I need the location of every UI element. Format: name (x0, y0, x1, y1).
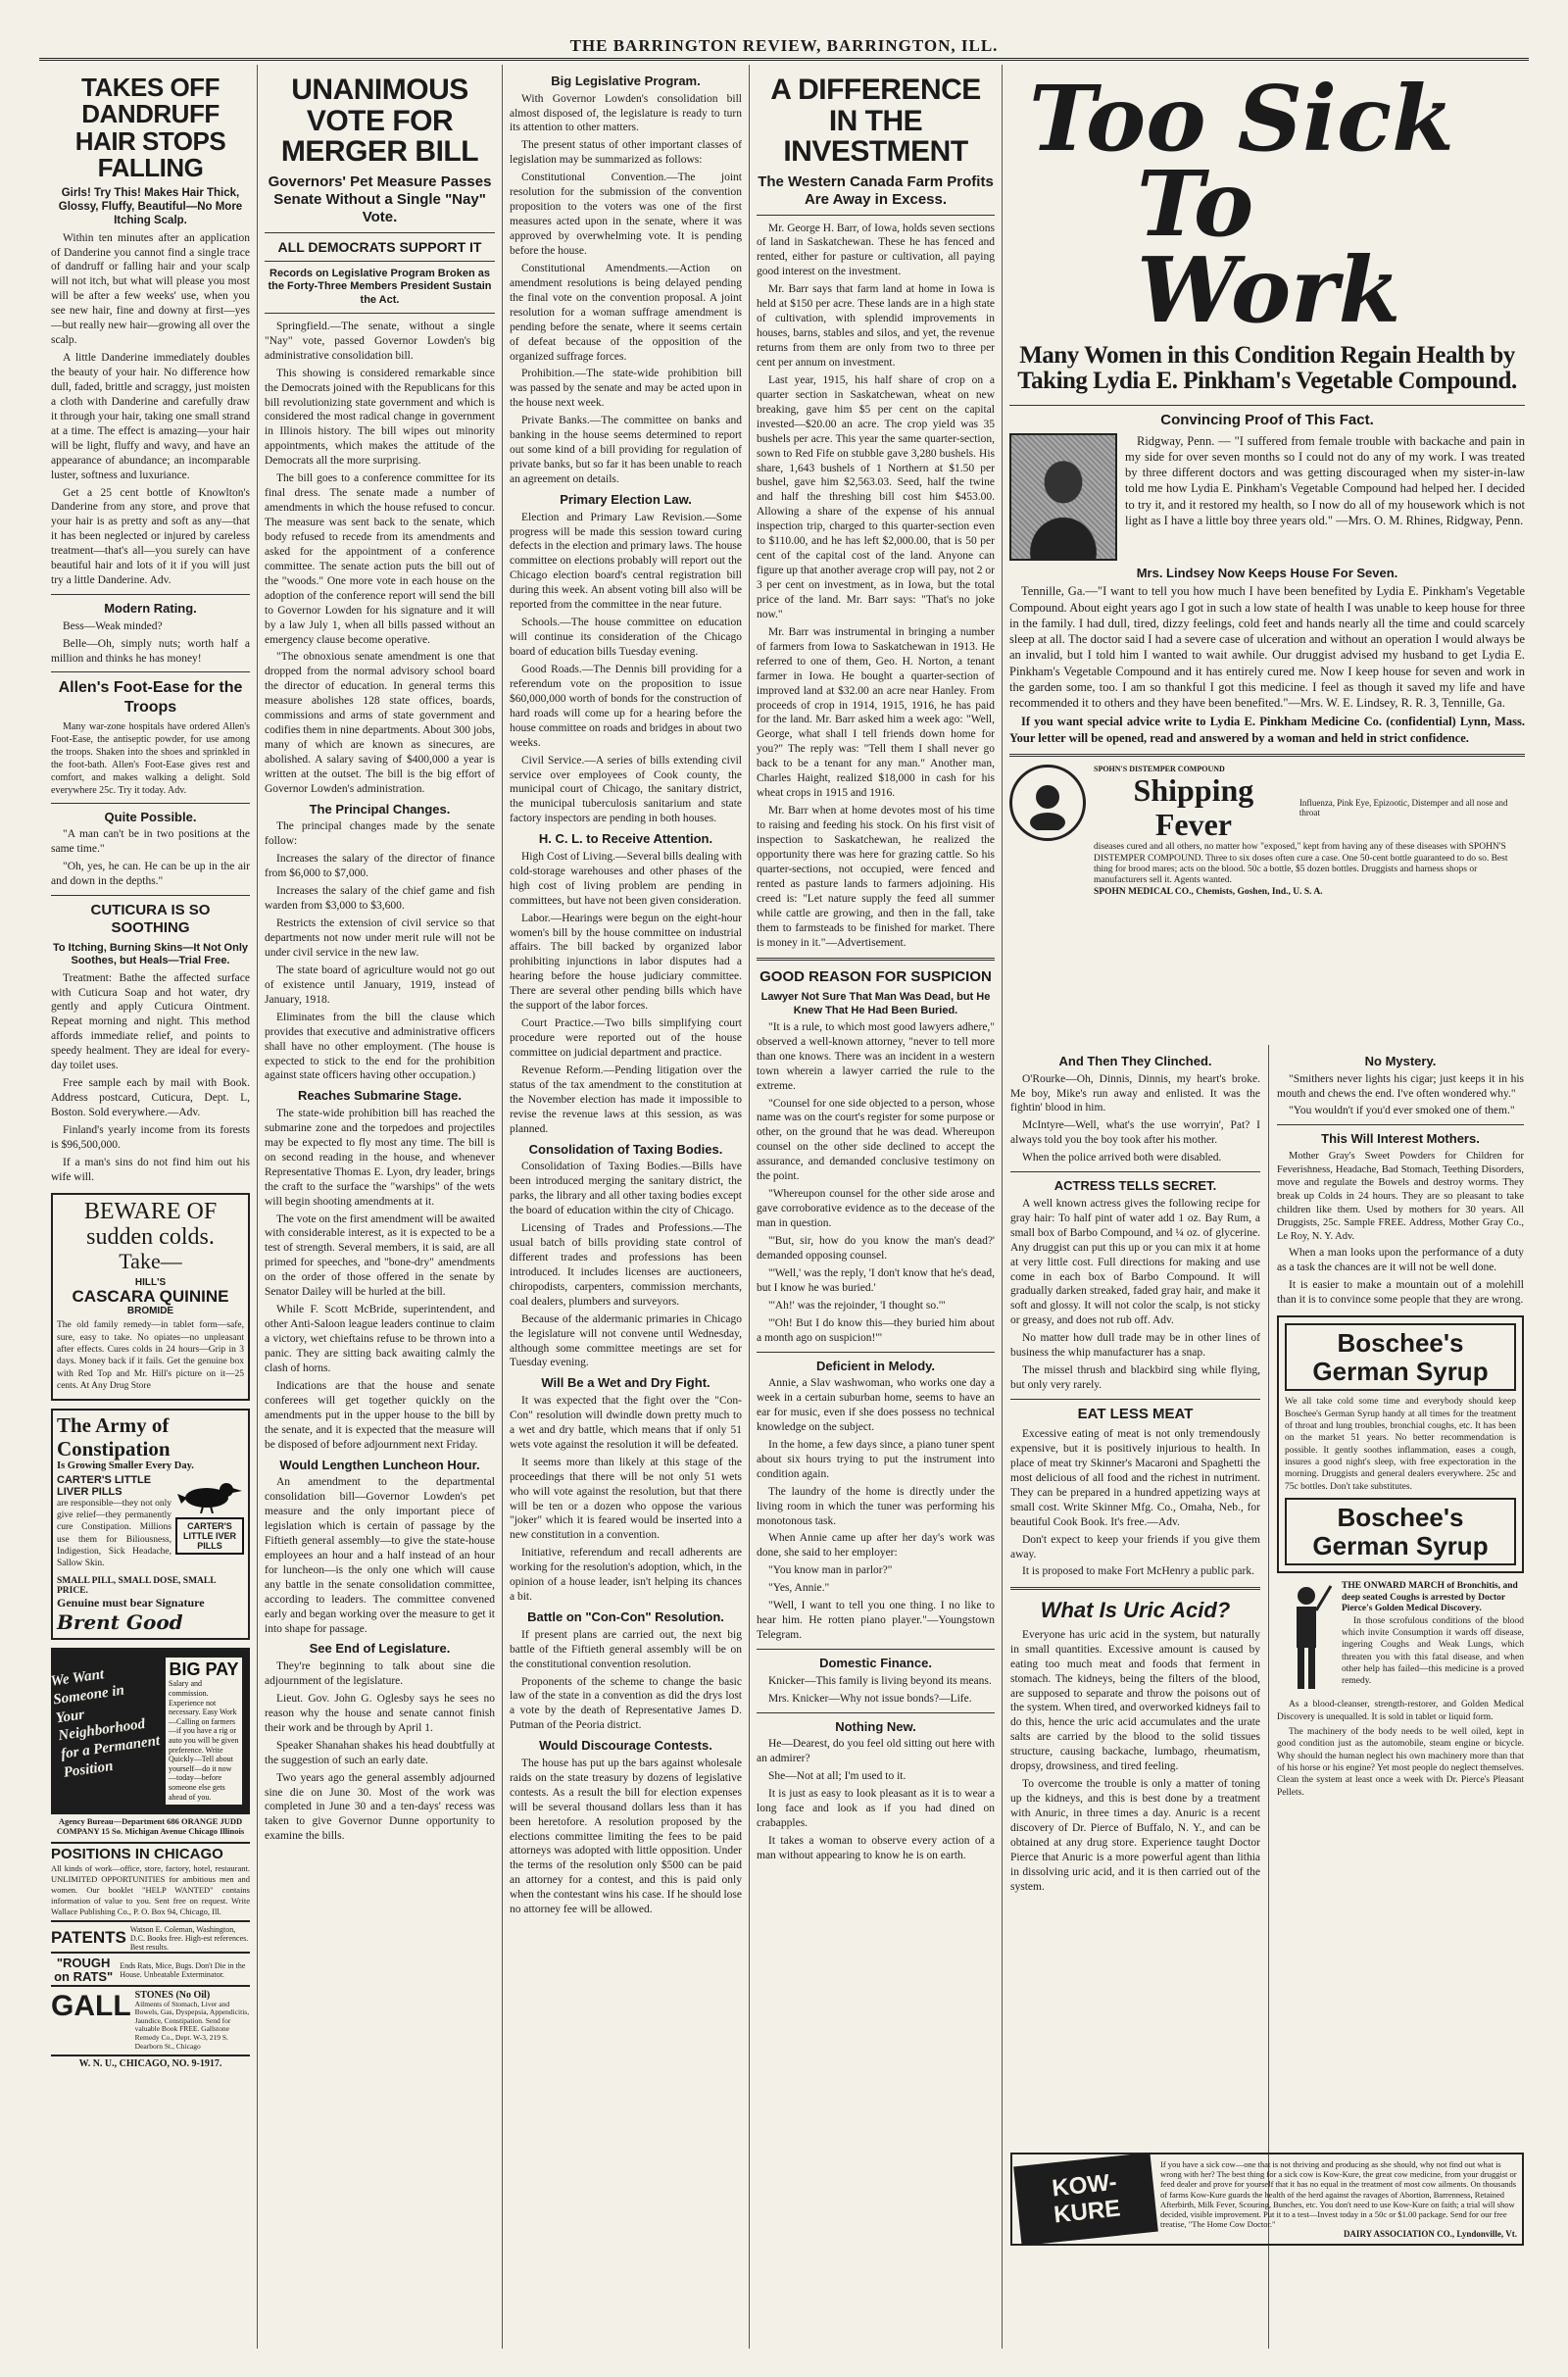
cuticura-p2: Free sample each by mail with Book. Address postcard, Cuticura, Dept. L, Boston. Sold everywhere.—Adv. (51, 1077, 250, 1119)
pinkham-h2: Mrs. Lindsey Now Keeps House For Seven. (1136, 565, 1398, 580)
leg-p10: Civil Service.—A series of bills extending civil service over employees of Cook county, the municipal court of Chicago, the sanitary district, the municipal tuberculosis sanitarium and state factory inspectors are pending in both houses. (510, 754, 742, 825)
cuticura-p4: If a man's sins do not find him out his wife will. (51, 1156, 250, 1183)
spohn-body: diseases cured and all others, no matter how "exposed," kept from having any of these diseases with SPOHN'S DISTEMPER COMPOUND. Three to six doses often cure a case. One 50-cent bottle guaranteed to do so. Best thing for brood mares; acts on the blood. 50c a bottle, $5 dozen bottles. Druggists and harness shops or manufacturers sell it. Agents wanted. (1094, 842, 1508, 886)
cuticura-head: CUTICURA IS SO SOOTHING (90, 902, 211, 937)
gall-sub: STONES (No Oil) (134, 1989, 211, 2001)
cuticura-p1: Treatment: Bathe the affected surface with Cuticura Soap and hot water, dry gently and apply Cuticura Ointment. Repeat morning and night. This method affords immediate relief, and points to speedy healment. They are ideal for every-day toilet uses. (51, 971, 250, 1072)
finance-p20: Knicker—This family is living beyond its means. (768, 1674, 992, 1687)
nothing-p24: It is just as easy to look pleasant as it is to wear a long face and look as if you had dined on crabapples. (757, 1787, 995, 1829)
melody-p19: "Well, I want to tell you one thing. I no like to hear him. He rotten piano player."—Youngstown Telegram. (757, 1600, 995, 1642)
column-5 (1003, 65, 1532, 2349)
melody-p18: "Yes, Annie." (768, 1582, 830, 1595)
boschee-body: We all take cold some time and everybody should keep Boschee's German Syrup handy at all times for the treatment of throat and lung troubles, bronchial coughs, etc. It has been on the market 51 years. No better recommendation is possible. It gently soothes inflammation, eases a cough, insures a good night's sleep, with free expectoration in the morning. Druggists and general dealers everywhere. 25c and 75c bottles. Don't take substitutes. (1285, 1397, 1516, 1492)
suspicion-p11: "'Ah!' was the rejoinder, 'I thought so.'" (768, 1299, 946, 1312)
spohn-ad (1009, 765, 1525, 897)
suspicion-p10: "'Well,' was the reply, 'I don't know that he's dead, but I know he was buried.' (757, 1266, 995, 1294)
quite-possible-p2: "Oh, yes, he can. He can be up in the air and down in the depths." (51, 861, 250, 888)
canada-p1: Mr. George H. Barr, of Iowa, holds seven sections of land in Saskatchewan. These he has fenced and rented, either for pasture or cultivation, all paying good interest on the investment. (757, 222, 995, 278)
carters-sub: Is Growing Smaller Every Day. (57, 1460, 194, 1471)
merger-p12: The vote on the first amendment will be awaited with considerable interest, as it is expected to be a test of strength. Several members, it is said, are all primed for speeches, and "bone-dry" amendments on the order of those offered in the senate by Senator Dailey will be hurled at the bill. (265, 1213, 495, 1299)
rats-head: "ROUGH on RATS" (54, 1955, 114, 1985)
suspicion-headline: GOOD REASON FOR SUSPICION (760, 968, 992, 986)
spohn-side: Influenza, Pink Eye, Epizootic, Distemper and all nose and throat (1298, 797, 1508, 817)
carters-small: SMALL PILL, SMALL DOSE, SMALL PRICE. (57, 1575, 217, 1596)
masthead (39, 31, 1529, 61)
dandruff-subhead: Girls! Try This! Makes Hair Thick, Glossy, Fluffy, Beautiful—No More Itching Scalp. (58, 187, 243, 226)
soldier-icon (1277, 1581, 1336, 1699)
leg-p12: Labor.—Hearings were begun on the eight-hour women's bill by the house committee on industrial affairs. The bill backed by organized labor prohibiting injunctions in labor disputes had a hearing before the house judiciary committee. There are several other pending bills which have the support of the labor forces. (510, 912, 742, 1013)
merger-headline: UNANIMOUS VOTE FOR MERGER BILL (280, 74, 479, 168)
cascara-brand: CASCARA QUININE (72, 1286, 229, 1306)
leg-p1: With Governor Lowden's consolidation bill almost disposed of, the legislature is ready to turn its attention to other matters. (510, 92, 742, 134)
column-2 (258, 65, 503, 2349)
dandruff-headline: TAKES OFF DANDRUFF HAIR STOPS FALLING (74, 73, 226, 182)
actress-head: ACTRESS TELLS SECRET. (1054, 1178, 1217, 1194)
canada-sub: The Western Canada Farm Profits Are Away in Excess. (758, 173, 994, 208)
carters-signature: Brent Good (57, 1609, 183, 1634)
nothing-new-head: Nothing New. (835, 1718, 916, 1734)
cascara-l1: BEWARE OF (83, 1198, 218, 1224)
merger-sub: Governors' Pet Measure Passes Senate Without a Single "Nay" Vote. (268, 173, 492, 225)
pinkham-proof: Convincing Proof of This Fact. (1160, 411, 1374, 428)
canada-p4: Mr. Barr was instrumental in bringing a number of farmers from Iowa to Saskatchewan in 1913. He referred to one of them, Geo. H. Norton, a tenant farmer in Iowa. He bought a quarter-section of improved land at $32.00 an acre near Hanley. From proceeds of crop in 1914, 1915, 1916, he has paid for the land. Mr. Barr asked him a week ago: "Well, George, what shall I tell friends down home for you?" The reply was: "Tell them I shall never go back to be a tenant for any man." Another man, Charles Haight, realized $18,000 in cash for his wheat crops in 1915 and 1916. (757, 625, 995, 800)
woman-portrait (1009, 433, 1117, 561)
pinkham-p1: Ridgway, Penn. — "I suffered from female trouble with backache and pain in my side for over seven months so I could not do any of my work. I was treated by three different doctors and was getting discouraged when my sister-in-law told me how Lydia E. Pinkham's Vegetable Compound had helped her. I decided to try it, and it restored my health, so I now do all of my housework which is not light as I have a little boy three years old." —Mrs. O. M. Rhines, Ridgway, Penn. (1125, 433, 1525, 527)
wanted-footer: Agency Bureau—Department 686 ORANGE JUDD COMPANY 15 So. Michigan Avenue Chicago Illinois (56, 1816, 245, 1837)
leg-p20: Initiative, referendum and recall adherents are working for the resolution's adoption, which, in the opinion of a house leader, isn't helping its chances a bit. (510, 1547, 742, 1604)
merger-sub2: ALL DEMOCRATS SUPPORT IT (277, 238, 482, 255)
merger-p11: The state-wide prohibition bill has reached the submarine zone and the torpedoes and projectiles may be expected to fly most any time. The bill is on second reading in the house, and whenever Representative Thomas E. Lyon, dry leader, brings the craft to the surface the "warships" of the wets will begin shooting amendments at it. (265, 1107, 495, 1208)
merger-p13: While F. Scott McBride, superintendent, and other Anti-Saloon league leaders continue to claim a victory, wet chieftains refuse to be thrown into a panic. They are sitting back awaiting calmly the clash of horns. (265, 1304, 495, 1374)
canada-headline: A DIFFERENCE IN THE INVESTMENT (770, 74, 981, 168)
merger-p2: This showing is considered remarkable since the Democrats joined with the Republicans for this bill revolutionizing state government and which is considered the most radical change in government in Illinois history. The bill wipes out minority appointments, which makes the attitude of the Democrats all the more surprising. (265, 367, 495, 468)
cascara-ad (51, 1193, 250, 1402)
too-sick-title: Too Sick (1029, 66, 1454, 172)
leg-p11: High Cost of Living.—Several bills dealing with cold-storage warehouses and other phases of the high cost of living problem are pending in committees, but have not been given consideration. (510, 850, 742, 907)
melody-p17: "You know man in parlor?" (768, 1564, 893, 1577)
leg-p13: Court Practice.—Two bills simplifying court procedure were reported out of the house committee on judicial department and practice. (510, 1017, 742, 1060)
leg-p16: Licensing of Trades and Professions.—The usual batch of bills providing state control of different trades and professions has been introduced. It includes licenses are auctioneers, chiropodists, carpenters, commission merchants, coal dealers, plumbers and surveyors. (510, 1222, 742, 1308)
leg-p9: Good Roads.—The Dennis bill providing for a referendum vote on the proposition to issue $60,000,000 worth of bonds for the construction of hard roads will come up for a hearing before the house committee on roads and bridges in about two weeks. (510, 663, 742, 749)
leg-p8: Schools.—The house committee on education will continue its consideration of the Chicago board of education bills Tuesday evening. (510, 617, 742, 658)
nothing-p25: It takes a woman to observe every action of a man without appearing to know he is on earth. (757, 1834, 995, 1861)
leg-p17: Because of the aldermanic primaries in Chicago the legislature will not convene until Wednesday, although some committee meetings are set for Tuesday evening. (510, 1312, 742, 1369)
modern-rating-head: Modern Rating. (104, 601, 197, 617)
column-4 (750, 65, 1003, 2349)
merger-h-lunch: Would Lengthen Luncheon Hour. (279, 1457, 480, 1472)
patents-body: Watson E. Coleman, Washington, D.C. Books free. High-est references. Best results. (129, 1924, 249, 1952)
onward-p6: In those scrofulous conditions of the blood which invite Consumption it wards off disease, ingering Coughs and Weak Lungs, which threaten you with this fatal disease, and when other help has failed—this medicine is a proved remedy. (1342, 1615, 1524, 1687)
boschee-ad (1277, 1315, 1524, 1573)
nothing-p23: She—Not at all; I'm used to it. (768, 1769, 906, 1782)
misc-p8: Don't expect to keep your friends if you give them away. (1010, 1533, 1260, 1560)
horse-medallion (1009, 765, 1086, 841)
patents-head: PATENTS (51, 1928, 126, 1948)
suspicion-p6: "It is a rule, to which most good lawyers adhere," observed a well-known attorney, "never to tell more than one knows. There was an incident in a western town wherein a lawyer carried the rule to the extreme. (757, 1020, 995, 1092)
leg-p22: Proponents of the scheme to change the basic law of the state in a convention as did the drys lost a vote by the death of Representative James D. Putman of the Peoria district. (510, 1675, 742, 1732)
quite-possible-head: Quite Possible. (104, 809, 197, 824)
merger-p16: They're beginning to talk about sine die adjournment of the legislature. (265, 1660, 495, 1687)
pinkham-p3: If you want special advice write to Lydia E. Pinkham Medicine Co. (confidential) Lynn, Mass. Your letter will be opened, read and answered by a woman and held in strict confidence. (1009, 715, 1525, 745)
rats-body: Ends Rats, Mice, Bugs. Don't Die in the House. Unbeatable Exterminator. (120, 1961, 246, 1980)
pinkham-headline: Many Women in this Condition Regain Health by Taking Lydia E. Pinkham's Vegetable Compound. (1017, 342, 1517, 395)
gall-body: Ailments of Stomach, Liver and Bowels, Gas, Dyspepsia, Appendicitis, Jaundice, Constipation. Send for valuable Book FREE. Gallstone Remedy Co., Dept. W-3, 219 S. Dearborn St., Chicago (134, 1999, 250, 2051)
leg-p5: Prohibition.—The state-wide prohibition bill was passed by the senate and may be acted upon in the house next week. (510, 368, 742, 410)
misc-p4b: When a man looks upon the performance of a duty as a task the chances are it will not be well done. (1277, 1247, 1524, 1274)
spohn-title: Shipping Fever (1133, 771, 1254, 842)
clinched-head: And Then They Clinched. (1058, 1054, 1212, 1068)
leg-p14: Revenue Reform.—Pending litigation over the status of the tax amendment to the constitution at the November election has made it impossible to revise the revenue laws at this session, as was planned. (510, 1064, 742, 1135)
wnu-footer: W. N. U., CHICAGO, NO. 9-1917. (51, 2055, 250, 2069)
melody-p13: Annie, a Slav washwoman, who works one day a week in a certain suburban home, seems to have an ear for music, even if she does possess no technical knowledge on the subject. (757, 1377, 995, 1433)
merger-p4: "The obnoxious senate amendment is one that dropped from the normal advisory school board the director of education. In general terms this measure abolishes 128 state offices, boards, commissions and arms of state government and codifies them in nine departments. About 300 jobs, many of which are known as sinecures, are abolished. A salary saving of $400,000 a year is written at the outset. The bill is the big effort of Governor Lowden's administration. (265, 651, 495, 795)
uric-p10: Everyone has uric acid in the system, but naturally in small quantities. Excessive amount is caused by eating too much meat and foods that ferment in stomach. The kidneys, being the filters of the blood, are supposed to separate and throw the poisons out of the system. When tired, and overworked kidneys fail to do this, hence the uric acid accumulates and the urate salts are carried by the blood to the solid tissues structure, causing backache, lumbago, rheumatism, dropsy, drowsiness, and tired feeling. (1010, 1628, 1260, 1773)
leg-h-concon: Battle on "Con-Con" Resolution. (527, 1609, 724, 1625)
merger-h-principal: The Principal Changes. (309, 801, 451, 817)
leg-h-hcl: H. C. L. to Receive Attention. (538, 831, 713, 847)
kowkure-maker: DAIRY ASSOCIATION CO., Lyndonville, Vt. (1343, 2229, 1517, 2240)
canada-p2: Mr. Barr says that farm land at home in Iowa is held at $150 per acre. These lands are in a high state of cultivation, with splendid improvements in houses, barns, stables and silos, and yet, the revenue returns from them are only from two to three per cent per annum on investment. (757, 283, 995, 369)
leg-p18: It was expected that the fight over the "Con-Con" resolution will dwindle down pretty much to a wet and dry battle, which means that if only 51 wets vote against the resolution it will be defeated. (510, 1394, 742, 1451)
positions-body: All kinds of work—office, store, factory, hotel, restaurant. UNLIMITED OPPORTUNITIES for ambitious men and women. Our booklet "HELP WANTED" contains information of value to you. Sent free on request. Write Wallace Publishing Co., P. O. Box 94, Chicago, Ill. (51, 1862, 250, 1916)
suspicion-p7: "Counsel for one side objected to a person, whose name was on the court's register for some purpose or other, on the ground that he was dead. Whereupon counsel on the other side declined to accept the assurance, and demanded conclusive testimony on the point. (757, 1097, 995, 1183)
cascara-bromide: BROMIDE (126, 1306, 174, 1317)
column-3 (503, 65, 750, 2349)
cascara-l3: Take— (119, 1249, 182, 1274)
merger-sub3: Records on Legislative Program Broken as the Forty-Three Members President Sustain the Act. (268, 268, 492, 306)
onward-p7: As a blood-cleanser, strength-restorer, and Golden Medical Discovery is unequalled. It is sold in tablet or liquid form. (1277, 1700, 1524, 1722)
carters-ad (51, 1409, 250, 1639)
leg-p21: If present plans are carried out, the next big battle of the Fiftieth general assembly will be on the constitutional convention resolution. (510, 1628, 742, 1670)
uric-acid-head: What Is Uric Acid? (1040, 1598, 1231, 1623)
gall-head: GALL (51, 1989, 131, 2022)
to-work-title: To Work (1137, 151, 1401, 343)
onward-p8: The machinery of the body needs to be well oiled, kept in good condition just as the automobile, steam engine or bicycle. Why should the human neglect his own machinery more than that of his horse or his engine? Yet most people do neglect themselves. Clean the system at least once a week with Dr. Pierce's Pleasant Pellets. (1277, 1727, 1524, 1798)
boschee-title-1: Boschee's German Syrup (1285, 1323, 1516, 1391)
quite-possible-p1: "A man can't be in two positions at the same time." (51, 828, 250, 856)
carters-title: The Army of Constipation (57, 1413, 171, 1461)
carters-genuine: Genuine must bear Signature (57, 1595, 205, 1609)
cuticura-sub: To Itching, Burning Skins—It Not Only Soothes, but Heals—Trial Free. (52, 942, 248, 967)
canada-p5: Mr. Barr when at home devotes most of his time to raising and feeding his stock. On his first visit of inspection to Saskatchewan, he realized the opportunity there was here for grazing cattle. So his quarter-sections, not occupied, were fenced and rented as pasture lands to farmers adjoining. His creed is: "Let nature supply the feed all summer while cattle are growing, and then in the fall, take them to farmsteads to be finished for market. There is money in it."—Advertisement. (757, 805, 995, 949)
nothing-p22: He—Dearest, do you feel old sitting out here with an admirer? (757, 1738, 995, 1765)
cascara-body: The old family remedy—in tablet form—safe, sure, easy to take. No opiates—no unpleasant after effects. Cures colds in 24 hours—Grip in 3 days. Money back if it fails. Get the genuine box with Red Top and Mr. Hill's picture on it—25 cents. At Any Drug Store (57, 1320, 244, 1392)
suspicion-p9: "'But, sir, how do you know the man's dead?' demanded opposing counsel. (757, 1234, 995, 1262)
merger-p17: Lieut. Gov. John G. Oglesby says he sees no reason why the house and senate cannot finish their work and be through by April 1. (265, 1692, 495, 1734)
merger-p18: Speaker Shanahan shakes his head doubtfully at the suggestion of such an early date. (265, 1739, 495, 1766)
misc-p5b: It is easier to make a mountain out of a molehill than it is to convince some people that they are wrong. (1277, 1279, 1524, 1307)
merger-p8: Restricts the extension of civil service so that departments not now under merit rule will not be under civil service in the new law. (265, 917, 495, 959)
leg-p7: Election and Primary Law Revision.—Some progress will be made this session toward curing defects in the election and primary laws. The house committee on elections probably will report out the Chicago election board's central registration bill during this week. An absent voting bill also will be reported from the committee in the near future. (510, 511, 742, 612)
finance-head: Domestic Finance. (819, 1656, 932, 1671)
leg-p6: Private Banks.—The committee on banks and banking in the house seems determined to report out some kind of a bill providing for regulation of private banks, but so far it has been unable to reach an agreement on details. (510, 415, 742, 486)
merger-p6: Increases the salary of the director of finance from $6,000 to $7,000. (265, 853, 495, 880)
carters-box-label: CARTER'S LITTLE IVER PILLS (175, 1517, 244, 1555)
carters-brand: CARTER'S LITTLE LIVER PILLS (57, 1473, 152, 1498)
leg-h-wet: Will Be a Wet and Dry Fight. (541, 1375, 710, 1391)
positions-head: POSITIONS IN CHICAGO (51, 1846, 223, 1863)
leg-p15: Consolidation of Taxing Bodies.—Bills have been introduced merging the sanitary district, the parks, the library and all other taxing bodies except the board of education within the city of Chicago. (510, 1161, 742, 1217)
kowkure-ad (1010, 2153, 1524, 2246)
merger-p5: The principal changes made by the senate follow: (265, 820, 495, 848)
suspicion-p12: "'Oh! But I do know this—they buried him about a month ago on suspicion!'" (757, 1316, 995, 1344)
melody-head: Deficient in Melody. (815, 1358, 936, 1373)
melody-p14: In the home, a few days since, a piano tuner spent about six hours trying to put the instrument into condition again. (757, 1438, 995, 1480)
dandruff-p1: Within ten minutes after an application of Danderine you cannot find a single trace of dandruff or falling hair and your scalp will not itch, but what will please you most will be after a few weeks' use, when you see new hair, fine and downy at first—yes—but really new hair—growing all over the scalp. (51, 231, 250, 347)
merger-p9: The state board of agriculture would not go out of existence until January, 1919, instead of January, 1918. (265, 964, 495, 1006)
crow-icon (177, 1474, 242, 1513)
wanted-big-pay: BIG PAY (169, 1659, 239, 1679)
clinched-p3: When the police arrived both were disabled. (1022, 1152, 1222, 1164)
wanted-ad (51, 1648, 250, 1815)
footease-head: Allen's Foot-Ease for the Troops (58, 679, 243, 716)
kowkure-body: If you have a sick cow—one that is not thriving and producing as she should, why not find out what is wrong with her? The best thing for a sick cow is Kow-Kure, the great cow medicine, from your druggist or feed dealer and prove for yourself that it has no equal in the treatment of most cow ailments. On thousands of farms Kow-Kure guards the health of the herd against the ravages of Abortion, Barrenness, Retained Afterbirth, Milk Fever, Scouring, Bunches, etc. You don't need to use Kow-Kure on faith; a trial will show decided, visible improvement. Put it to a test—Invest today in a 50c or $1.00 package. Send for our free treatise, "The Home Cow Doctor." (1160, 2159, 1517, 2230)
dandruff-p3: Get a 25 cent bottle of Knowlton's Danderine from any store, and prove that your hair is as pretty and soft as any—that it has been neglected or injured by careless treatment—that's all—you surely can have beautiful hair and lots of it if you will just try a little Danderine. Adv. (51, 486, 250, 587)
leg-p19: It seems more than likely at this stage of the proceedings that there will be not only 51 wets who will vote against the resolution, but that there will be ten or a dozen who oppose the various "joker" which it is feared would be inserted into a new constitution in a convention. (510, 1456, 742, 1542)
merger-p15: An amendment to the departmental consolidation bill—Governor Lowden's pet measure and the only important piece of legislation which is certain of passage by the Fiftieth general assembly—to give the state-house employees an hour and a half instead of an hour for luncheon—is the only one which will cause any battle in the senate consolidation committee, according to leaders. The committee convened early and began working over the measure to get it into shape for passage. (265, 1476, 495, 1635)
merger-p3: The bill goes to a conference committee for its final dress. The senate made a number of amendments in which the house refused to concur. The measure was sent back to the senate, which body refused to recede from its amendments and asked for the appointment of a conference committee. The senate action puts the bill out of the "woods." One more vote in each house on the adoption of the conference report will send the bill to Governor Lowden for his signature and it will by a law July 1, when all bills passed without an emergency clause become operative. (265, 472, 495, 646)
suspicion-sub: Lawyer Not Sure That Man Was Dead, but He Knew That He Had Been Buried. (760, 991, 991, 1016)
dandruff-p2: A little Danderine immediately doubles the beauty of your hair. No difference how dull, faded, brittle and scraggy, just moisten a cloth with Danderine and carefully draw it through your hair, taking one small strand at a time. The effect is amazing—your hair will be light, fluffy and wavy, and have an appearance of abundance; an incomparable luster, softness and luxuriance. (51, 352, 250, 481)
kowkure-brand: KOW-KURE (1013, 2153, 1158, 2247)
merger-h-end: See End of Legislature. (309, 1641, 451, 1657)
modern-rating-p2: Belle—Oh, simply nuts; worth half a million and thinks he has money! (51, 637, 250, 665)
melody-p15: The laundry of the home is directly under the living room in which the tuner was performing his monotonous task. (757, 1485, 995, 1527)
clinched-p1: O'Rourke—Oh, Dinnis, Dinnis, my heart's broke. Me boy, Mike's run away and enlisted. It was the fightin' blood in him. (1010, 1072, 1260, 1114)
merger-p1: Springfield.—The senate, without a single "Nay" vote, passed Governor Lowden's big administrative consolidation bill. (265, 320, 495, 362)
meat-p7: Excessive eating of meat is not only tremendously expensive, but it is positively injurious to health. In place of meat try Skinner's Macaroni and Spaghetti the most delicious of all food and the richest in nutriment. They can be prepared in a hundred appetizing ways at small cost. Write Skinner Mfg. Co., Omaha, Neb., for beautiful Cook Book. It's free.—Adv. (1010, 1428, 1260, 1528)
misc-p9: It is proposed to make Fort McHenry a public park. (1022, 1565, 1254, 1578)
man-portrait-icon (1020, 775, 1075, 830)
mothers-p3: Mother Gray's Sweet Powders for Children for Feverishness, Headache, Bad Stomach, Teething Disorders, move and regulate the Bowels and destroy worms. They break up Colds in 24 hours. They are so pleasant to take children like them. Used by mothers for 30 years. All Druggists, 25c. Sample FREE. Address, Mother Gray Co., Le Roy, N. Y. Adv. (1277, 1151, 1524, 1242)
leg-h-tax: Consolidation of Taxing Bodies. (528, 1141, 723, 1157)
uric-p11: To overcome the trouble is only a matter of toning up the kidneys, and this is best done by a treatment with Anuric, in three times a day. Anuric is a recent discovery of Dr. Pierce of Buffalo, N. Y., and can be obtained at any drug store. Experience taught Doctor Pierce that Anuric is a more powerful agent than lithia in dissolving uric acid, and it is then carried out of the system. (1010, 1778, 1260, 1893)
cascara-hills: HILL'S (134, 1276, 167, 1288)
masthead-title: THE BARRINGTON REVIEW, BARRINGTON, ILL. (569, 36, 999, 55)
wanted-l1: We Want Someone in Your Neighborhood for a Permanent Position (49, 1665, 162, 1781)
leg-h-primary: Primary Election Law. (560, 491, 692, 507)
boschee-title-2: Boschee's German Syrup (1285, 1498, 1516, 1565)
carters-body: are responsible—they not only give relief—they permanently cure Constipation. Millions use them for Biliousness, Indigestion, Sick Headache, Sallow Skin. (57, 1498, 172, 1569)
mothers-head: This Will Interest Mothers. (1321, 1131, 1480, 1147)
leg-p3: Constitutional Convention.—The joint resolution for the submission of the convention proposition to the voters was one of the first measures acted upon in the senate, where it was approved by overwhelming vote. It is pending before the house. (510, 172, 742, 257)
clinched-p2: McIntyre—Well, what's the use worryin', Pat? I always told you the boy took after his mother. (1010, 1119, 1260, 1147)
leg-p2: The present status of other important classes of legislation may be summarized as follows: (510, 139, 742, 167)
pinkham-p2: Tennille, Ga.—"I want to tell you how much I have been benefited by Lydia E. Pinkham's Vegetable Compound. About eight years ago I got in such a low state of health I was unable to keep house for three in the family. I had dull, tired, dizzy feelings, cold feet and hands nearly all the time and could scarcely sleep at all. The doctor said I had a severe case of ulceration and without an operation I would always be an invalid, but I told him I wanted to wait awhile. Our druggist advised my husband to get Lydia E. Pinkham's Vegetable Compound and it has entirely cured me. Now I keep house for seven and work in the garden some, too. I am so thankful I got this medicine. I feel as though it saved my life and have recommended it to others and they have been benefited."—Mrs. W. E. Lindsey, R. R. 3, Tennille, Ga. (1009, 584, 1525, 711)
merger-p10: Eliminates from the bill the clause which provides that executive and administrative officers shall have no other employment. (The house is expected to stick to the end for the prohibition against state officers having other occupation.) (265, 1011, 495, 1082)
finance-p21: Mrs. Knicker—Why not issue bonds?—Life. (768, 1692, 972, 1705)
merger-p7: Increases the salary of the chief game and fish warden from $3,000 to $3,600. (265, 885, 495, 913)
misc-p6: The missel thrush and blackbird sing while flying, but only very rarely. (1010, 1364, 1260, 1392)
spohn-maker: SPOHN MEDICAL CO., Chemists, Goshen, Ind., U. S. A. (1094, 886, 1323, 897)
eat-less-meat-head: EAT LESS MEAT (1077, 1406, 1194, 1422)
leg-h-big: Big Legislative Program. (551, 74, 701, 88)
merger-p14: Indications are that the house and senate conferees will get together quickly on the amendments put in the upper house to the bill by the senate, and it is expected that the measure will be disposed of before adjournment next Friday. (265, 1379, 495, 1451)
onward-head: THE ONWARD MARCH of Bronchitis, and deep seated Coughs is arrested by Doctor Pierce's Golden Medical Discovery. (1342, 1581, 1518, 1614)
actress-p4: A well known actress gives the following recipe for gray hair: To half pint of water add 1 oz. Bay Rum, a small box of Barbo Compound, and ¼ oz. of glycerine. Any druggist can put this up or you can mix it at home at very little cost. Full directions for making and use come in each box of Barbo Compound. It will gradually darken streaked, faded gray hair, and make it soft and glossy. It will not color the scalp, is not sticky or greasy, and does not rub off. Adv. (1010, 1197, 1260, 1327)
footease-body: Many war-zone hospitals have ordered Allen's Foot-Ease, the antiseptic powder, for use among the troops. Shaken into the shoes and sprinkled in the foot-bath. Allen's Foot-Ease gives rest and comfort, and makes walking a delight. Sold everywhere 25c. Try it today. Adv. (51, 720, 250, 796)
mystery-p2: "You wouldn't if you'd ever smoked one of them." (1289, 1105, 1515, 1117)
leg-p23: The house has put up the bars against wholesale raids on the state treasury by dozens of legislative contests. As a result the bill for election expenses will be several thousand dollars less than it has been heretofore. A resolution proposed by the elections committee limiting the fees to be paid attorneys was adopted with little opposition. Under the terms of the resolution only $500 can be paid an attorney for a contest, and this is paid only when the contestant wins his case. If he should lose no attorney fee will be allowed. (510, 1757, 742, 1916)
merger-h-reaches: Reaches Submarine Stage. (298, 1088, 462, 1104)
leg-h-discourage: Would Discourage Contests. (539, 1738, 712, 1754)
merger-p19: Two years ago the general assembly adjourned sine die on June 30. Most of the work was completed in June 30 and a ten-days' recess was taken to give Governor Dunne opportunity to examine the bills. (265, 1771, 495, 1843)
column-1 (44, 65, 258, 2349)
suspicion-p8: "Whereupon counsel for the other side arose and gave corroborative evidence as to the decease of the man in question. (757, 1188, 995, 1229)
misc-p5: No matter how dull trade may be in other lines of business the whip manufacturer has a snap. (1010, 1332, 1260, 1360)
mystery-p1: "Smithers never lights his cigar; just keeps it in his mouth and chews the end. I've often wondered why." (1277, 1072, 1524, 1100)
melody-p16: When Annie came up after her day's work was done, she said to her employer: (757, 1532, 995, 1560)
spohn-ring: SPOHN'S DISTEMPER COMPOUND (1094, 764, 1225, 773)
leg-p4: Constitutional Amendments.—Action on amendment resolutions is being delayed pending the final vote on the convention proposal. A joint resolution for a woman suffrage amendment is pending before the senate, where it seems certain of defeat because of the opposition of the organized suffrage forces. (510, 262, 742, 363)
cascara-l2: sudden colds. (86, 1224, 215, 1251)
modern-rating-p1: Bess—Weak minded? (63, 619, 163, 632)
mystery-head: No Mystery. (1364, 1054, 1437, 1068)
wanted-side: Salary and commission. Experience not necessary. Easy Work—Calling on farmers—if you have a rig or auto you will be given preference. Write Quickly—Tell about yourself—do it now—today—before someone else gets ahead of you. (169, 1679, 239, 1802)
cuticura-p3: Finland's yearly income from its forests is $96,500,000. (51, 1123, 250, 1151)
canada-p3: Last year, 1915, his half share of crop on a quarter section in Saskatchewan, wheat on new breaking, gave him $5 per cent on the capital invested—$20.00 an acre. The crop yield was 35 bushels per acre. This year the same quarter-section, sown to Red Fife on stubble gave 3,280 bushels. His share, 1,643 bushels of 1 Northern at $1.50 per bushel, gave him $2,563.03. Seed, half the twine and half the threshing bill cost him $453.00. Allowing a share of the expense of his annual inspection trip, charged to this quarter-section even to $110.00, and he has left $2,000.00, that is 50 per cent of the capital cost of the land. Anyone can figure up that another average crop will pay, not 2 or 3 per cent on investment, as in Iowa, but the total price of the land. Mr. Barr says: "That's no joke now." (757, 373, 995, 620)
